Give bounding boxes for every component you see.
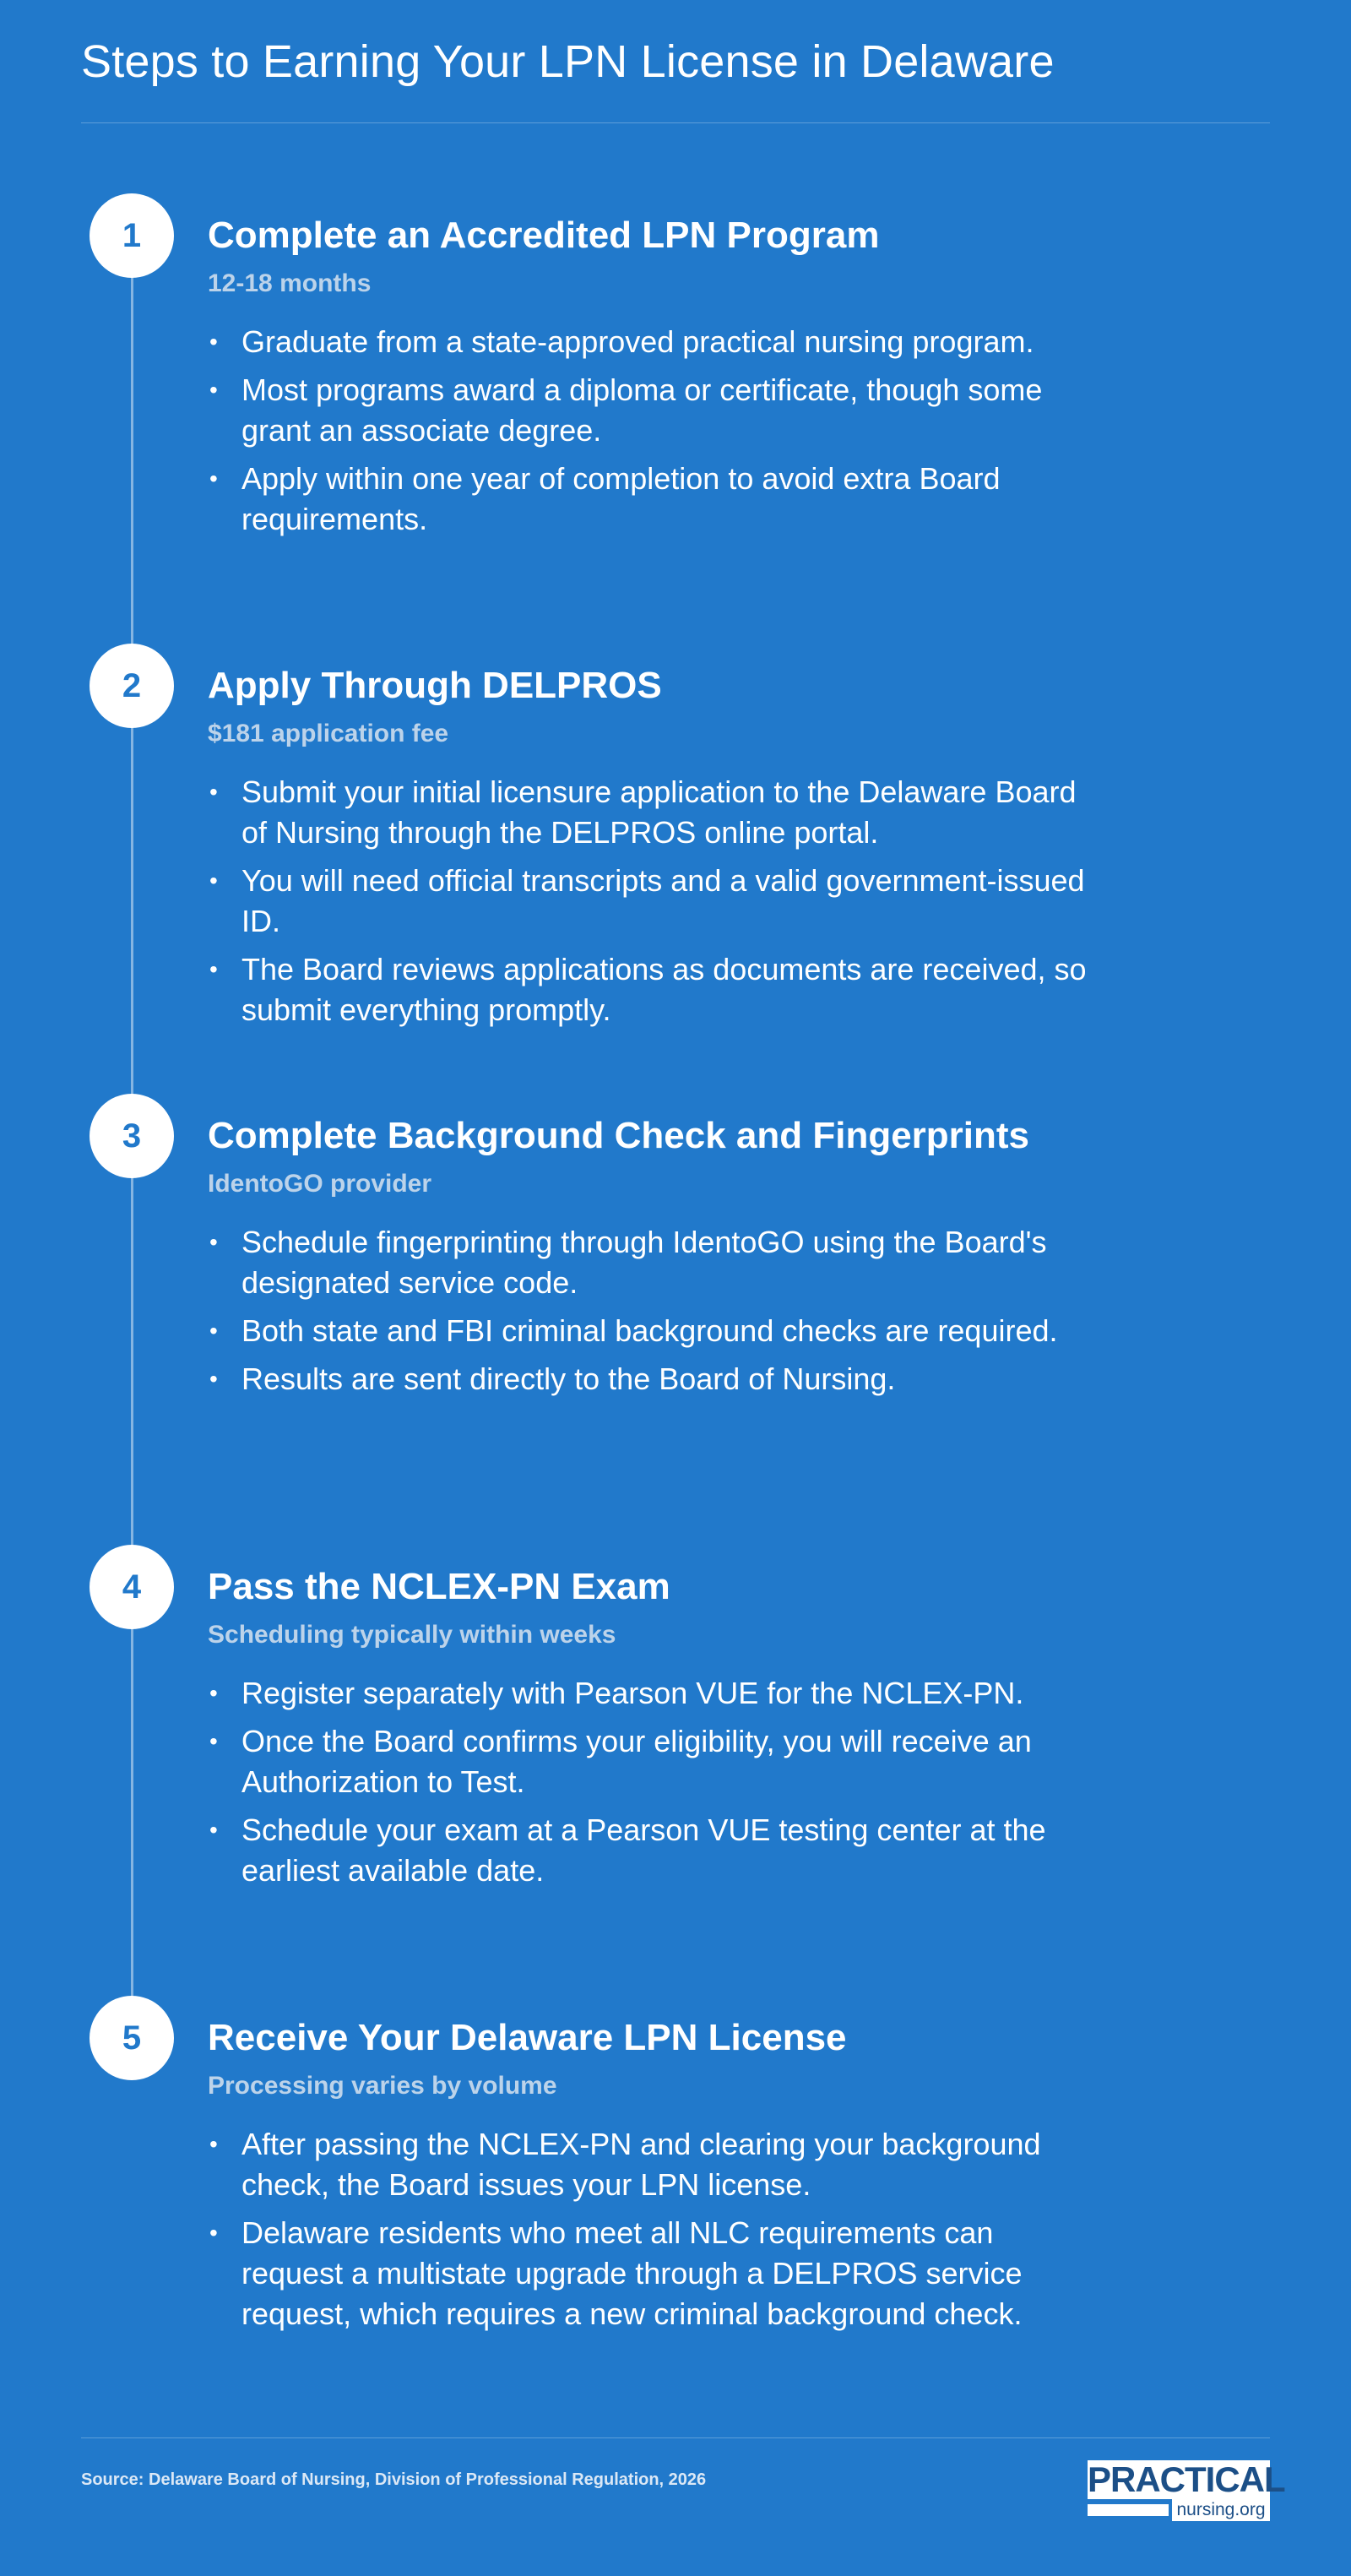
step-timing: Scheduling typically within weeks <box>208 1621 616 1649</box>
page-title: Steps to Earning Your LPN License in Delaware <box>81 36 1055 87</box>
list-item: • Register separately with Pearson VUE for the NCLEX-PN. <box>208 1673 1103 1714</box>
footer-divider <box>81 2437 1270 2438</box>
step-bullet-list <box>208 772 1103 1038</box>
logo-wordmark: PRACTICAL <box>1088 2459 1285 2499</box>
list-item: • Schedule fingerprinting through IdentoGO using the Board's designated service code. <box>208 1222 1103 1303</box>
step-bullet-list <box>208 1222 1103 1407</box>
step-title: Complete Background Check and Fingerprints <box>208 1115 1030 1156</box>
source-note: Source: Delaware Board of Nursing, Division of Professional Regulation, 2026 <box>81 2470 707 2489</box>
step-number-badge: 2 <box>90 644 174 728</box>
list-item: • Results are sent directly to the Board of Nursing. <box>208 1359 1103 1399</box>
step-provider: IdentoGO provider <box>208 1170 432 1198</box>
step-number-badge: 4 <box>90 1545 174 1629</box>
step-bullet-list <box>208 322 1103 547</box>
step-title: Apply Through DELPROS <box>208 665 662 706</box>
list-item: • Apply within one year of completion to avoid extra Board requirements. <box>208 459 1103 540</box>
step-title: Complete an Accredited LPN Program <box>208 215 880 256</box>
step-duration: 12-18 months <box>208 269 372 297</box>
step-processing: Processing varies by volume <box>208 2072 557 2100</box>
header-divider <box>81 122 1270 123</box>
list-item: • Most programs award a diploma or certificate, though some grant an associate degree. <box>208 370 1103 451</box>
list-item: • Delaware residents who meet all NLC requirements can request a multistate upgrade through a DELPROS service request, which requires a new criminal background check. <box>208 2213 1103 2334</box>
logo-bar <box>1088 2504 1169 2516</box>
step-number-badge: 1 <box>90 193 174 278</box>
logo-tagline-row <box>1088 2499 1270 2521</box>
list-item: • Graduate from a state-approved practical nursing program. <box>208 322 1103 362</box>
step-number-badge: 5 <box>90 1996 174 2080</box>
list-item: • The Board reviews applications as documents are received, so submit everything promptly. <box>208 949 1103 1030</box>
practical-nursing-logo <box>1088 2459 1285 2521</box>
list-item: • You will need official transcripts and a valid government-issued ID. <box>208 861 1103 942</box>
step-number-badge: 3 <box>90 1094 174 1178</box>
step-title: Pass the NCLEX-PN Exam <box>208 1566 670 1607</box>
step-title: Receive Your Delaware LPN License <box>208 2017 847 2058</box>
list-item: • Both state and FBI criminal background checks are required. <box>208 1311 1103 1351</box>
list-item: • Schedule your exam at a Pearson VUE testing center at the earliest available date. <box>208 1810 1103 1891</box>
list-item: • Once the Board confirms your eligibility, you will receive an Authorization to Test. <box>208 1721 1103 1802</box>
step-fee: $181 application fee <box>208 720 449 747</box>
list-item: • Submit your initial licensure application to the Delaware Board of Nursing through the DELPROS online portal. <box>208 772 1103 853</box>
step-bullet-list <box>208 2124 1103 2342</box>
list-item: • After passing the NCLEX-PN and clearing your background check, the Board issues your LPN license. <box>208 2124 1103 2205</box>
step-bullet-list <box>208 1673 1103 1899</box>
logo-subtext: nursing.org <box>1172 2499 1270 2521</box>
